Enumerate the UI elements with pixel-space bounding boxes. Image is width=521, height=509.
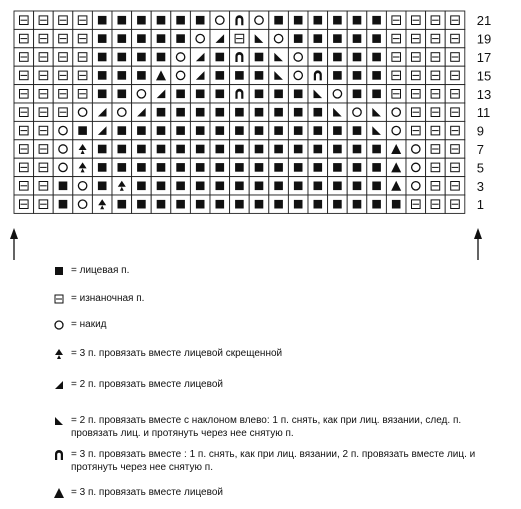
legend-label: = 2 п. провязать вместе лицевой — [71, 379, 223, 390]
row-number: 3 — [476, 178, 485, 194]
row-number: 11 — [476, 105, 491, 121]
legend-item-k2tog — [52, 378, 223, 392]
legend-label: = накид — [71, 319, 107, 330]
legend-label: = 3 п. провязать вместе лицевой скрещенной — [71, 348, 283, 359]
legend-label: = 3 п. провязать вместе : 1 п. снять, как при лиц. вязании, 2 п. провязать вместе лиц. и протянуть через нее снятую п. — [71, 449, 476, 473]
row-number: 13 — [476, 86, 492, 102]
legend-item-yarn-over — [52, 318, 107, 332]
row-number: 15 — [476, 68, 492, 84]
legend-item-knit — [52, 264, 129, 278]
k3tog-tbl-icon — [52, 347, 66, 361]
yarn-over-icon — [52, 318, 66, 332]
row-number: 19 — [476, 31, 492, 47]
purl-icon — [52, 292, 66, 306]
row-number: 9 — [476, 123, 485, 139]
row-number: 1 — [476, 197, 485, 213]
row-number: 5 — [476, 160, 485, 176]
legend-item-k3tog-tbl — [52, 347, 282, 361]
k3tog-icon — [52, 486, 66, 500]
legend-item-sk2p — [52, 448, 481, 473]
row-number: 7 — [476, 142, 485, 157]
legend-label: = изнаночная п. — [71, 293, 145, 304]
legend-item-purl — [52, 292, 144, 306]
row-number: 17 — [476, 50, 492, 65]
ssk-icon — [52, 414, 66, 428]
row-number: 21 — [476, 13, 492, 29]
legend-label: = 2 п. провязать вместе с наклоном влево: 1 п. снять, как при лиц. вязании, след. п. провязать лиц. и протянуть через нее снятую п. — [71, 415, 462, 439]
knit-icon — [52, 264, 66, 278]
legend-item-k3tog — [52, 486, 223, 500]
legend-label: = 3 п. провязать вместе лицевой — [71, 487, 223, 498]
legend-label: = лицевая п. — [71, 265, 130, 276]
k2tog-icon — [52, 378, 66, 392]
legend-item-ssk — [52, 414, 481, 439]
sk2p-icon — [52, 448, 66, 462]
